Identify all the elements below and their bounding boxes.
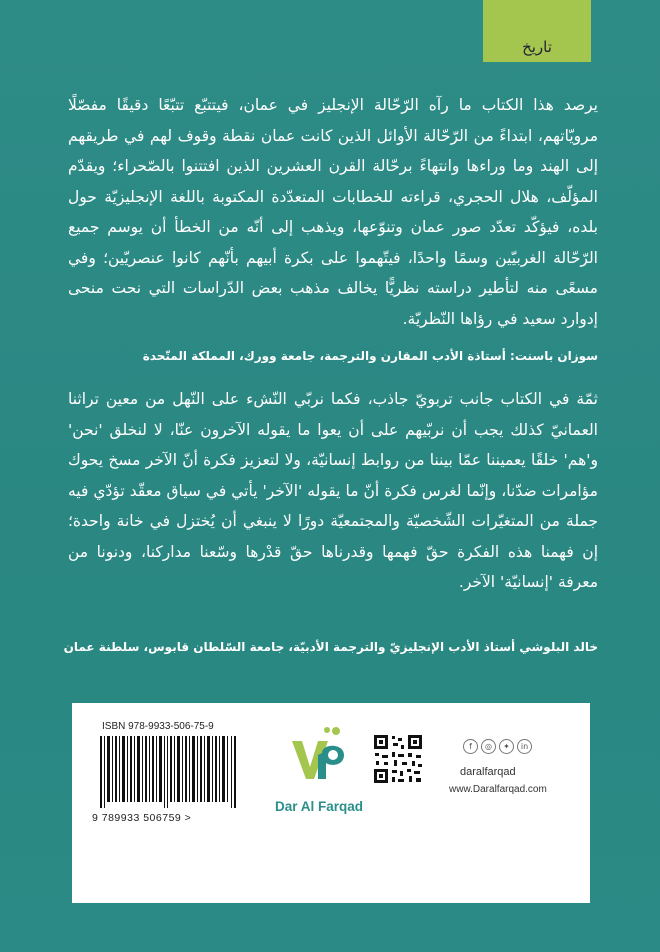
website-url: www.Daralfarqad.com <box>449 784 547 795</box>
facebook-icon: f <box>463 739 478 754</box>
barcode-image <box>100 736 236 808</box>
linkedin-icon: in <box>517 739 532 754</box>
instagram-icon: ◎ <box>481 739 496 754</box>
category-label: تاريخ <box>522 38 552 56</box>
social-icons <box>463 739 532 754</box>
twitter-icon: ✦ <box>499 739 514 754</box>
attribution-1: سوزان باسنت: أستاذة الأدب المقارن والترجمة، جامعة وورك، المملكة المتّحدة <box>142 349 598 363</box>
category-tab <box>483 0 591 62</box>
barcode-digits: 9 789933 506759 > <box>92 812 192 824</box>
attribution-2: خالد البلوشي أستاذ الأدب الإنجليزيّ والترجمة الأدبيّة، جامعة السّلطان قابوس، سلطنة عمان <box>63 640 598 654</box>
blurb-paragraph-2: ثمّة في الكتاب جانب تربويّ جاذب، فكما نربّي النّشء على النّهل من معين تراثنا العمانيّ كذلك يجب أن نربّيهم على أن يعوا ما يقوله الآخرون عنّا، لا لنخلق 'نحن' و'هم' خلقًا يعميننا عمّا بيننا من روابط إنسانيّة، ولا لتعزيز فكرة أنّ الآخر مسخ يحوك مؤامرات ضدّنا، وإنّما لغرس فكرة أنّ ما يقوله 'الآخر' يأتي في سياق معقّد تؤدّي فيه جملة من المتغيّرات الشّخصيّة والمجتمعيّة دورًا لا ينبغي أن يُختزل في خانة واحدة؛ إن فهمنا هذه الفكرة حقّ فهمها وقدرناها حقّ قدْرها وسّعنا مداركنا، ودنونا من معرفة 'إنسانيّة' الآخر. <box>68 390 598 591</box>
isbn-label: ISBN 978-9933-506-75-9 <box>102 721 214 732</box>
publisher-panel <box>72 703 590 903</box>
publisher-logo-icon <box>286 725 350 783</box>
blurb-paragraph-1: يرصد هذا الكتاب ما رآه الرّحّالة الإنجليز في عمان، فيتتبّع تتبّعًا دقيقًا مفصّلًا مرويّاتهم، ابتداءً من الرّحّالة الأوائل الذين كانت عمان نقطة وقوف لهم في طريقهم إلى الهند وما وراءها وانتهاءً برحّالة القرن العشرين الذين افتتنوا بالصّحراء؛ ويقدّم المؤلّف، هلال الحجري، قراءته للخطابات المتعدّدة المكتوبة باللغة الإنجليزيّة حول بلده، فيؤكّد تعدّد صور عمان وتنوّعها، ويذهب إلى أنّه من الخطأ أن يوسم جميع الرّحّالة الغربيّين وسمًا واحدًا، فيتّهموا على بكرة أبيهم بأنّهم كانوا عنصريّين؛ وفي مسعًى منه لتأطير دراسته نظريًّا يخالف مذهب بعض الدّراسات التي نحت منحى إدوارد سعيد في رؤاها النّظريّة. <box>68 96 598 328</box>
publisher-name: Dar Al Farqad <box>274 799 364 814</box>
qr-code-image <box>372 733 424 785</box>
social-handle: daralfarqad <box>460 766 516 778</box>
